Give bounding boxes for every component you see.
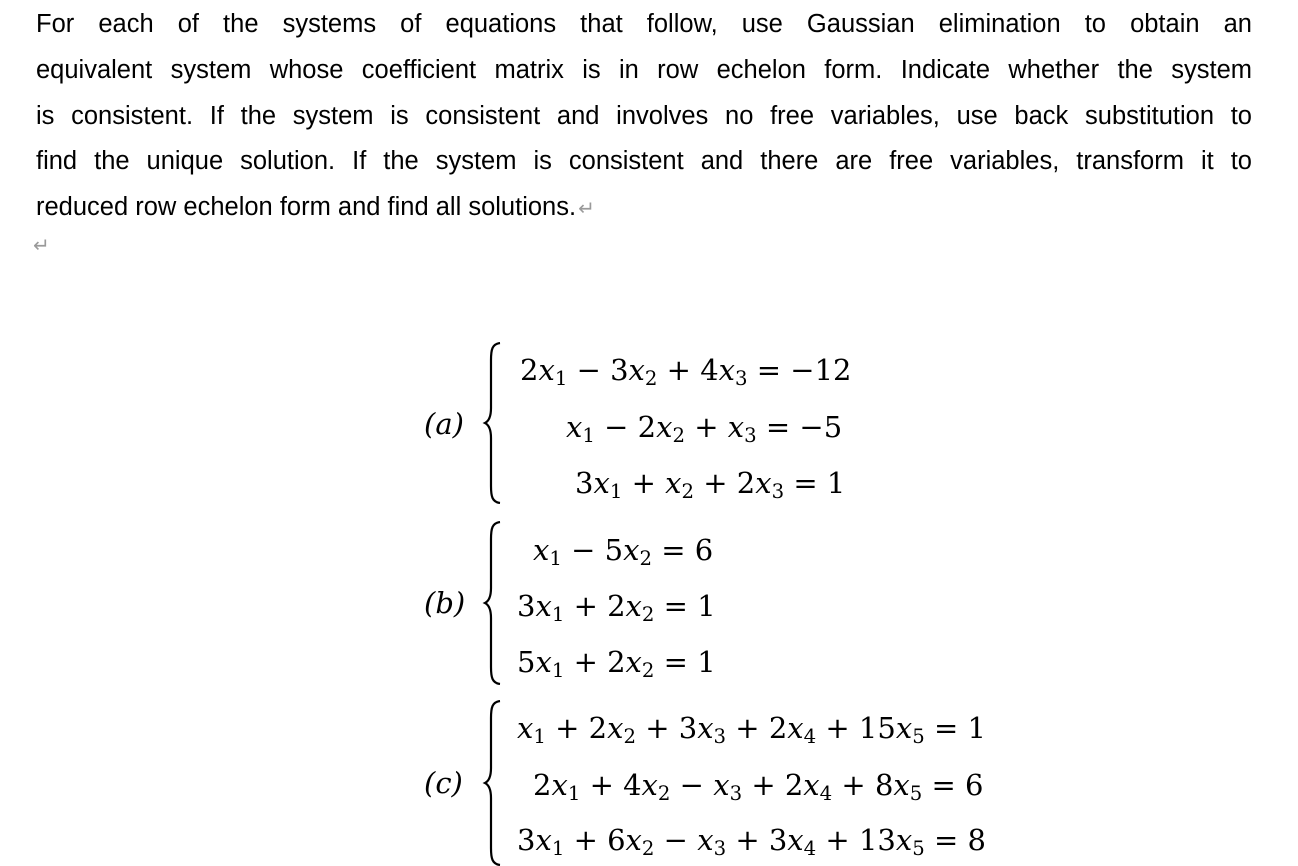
paragraph-line-5-text: reduced row echelon form and find all solutions. [36, 193, 577, 222]
system-c-label: (c) [424, 766, 463, 800]
system-a-equation-1: $2x_1 - 3x_2 + 4x_3 = -12$ [520, 353, 852, 390]
system-a-label: (a) [424, 407, 464, 441]
paragraph-line-5 [36, 185, 1252, 232]
paragraph-line-1: For each of the systems of equations that follow, use Gaussian elimination to obtain an [36, 10, 1252, 38]
system-a-equation-3: $3x_1 + x_2 + 2x_3 = 1$ [575, 466, 846, 503]
system-c-equation-1: $x_1 + 2x_2 + 3x_3 + 2x_4 + 15x_5 = 1$ [517, 711, 986, 748]
empty-paragraph-mark-icon: ↵ [33, 233, 50, 257]
system-b-equation-2: $3x_1 + 2x_2 = 1$ [517, 589, 716, 626]
system-a-equation-2: $x_1 - 2x_2 + x_3 = -5$ [566, 410, 843, 447]
paragraph-mark-icon: ↵ [578, 196, 595, 221]
system-a-brace [482, 342, 504, 504]
paragraph-line-4: find the unique solution. If the system is consistent and there are free variables, transform it to [36, 147, 1252, 176]
system-b-equation-3: $5x_1 + 2x_2 = 1$ [517, 645, 716, 682]
paragraph-line-3: is consistent. If the system is consistent and involves no free variables, use back substitution to [36, 101, 1252, 130]
system-b-label: (b) [424, 586, 466, 620]
system-c-equation-2: $2x_1 + 4x_2 - x_3 + 2x_4 + 8x_5 = 6$ [533, 768, 984, 805]
instruction-paragraph [36, 2, 1252, 232]
system-c-equation-3: $3x_1 + 6x_2 - x_3 + 3x_4 + 13x_5 = 8$ [517, 823, 986, 860]
paragraph-line-2: equivalent system whose coefficient matrix is in row echelon form. Indicate whether the system [36, 55, 1252, 84]
system-c-brace [482, 700, 504, 866]
system-b-brace [482, 521, 504, 685]
system-b-equation-1: $x_1 - 5x_2 = 6$ [533, 533, 714, 570]
